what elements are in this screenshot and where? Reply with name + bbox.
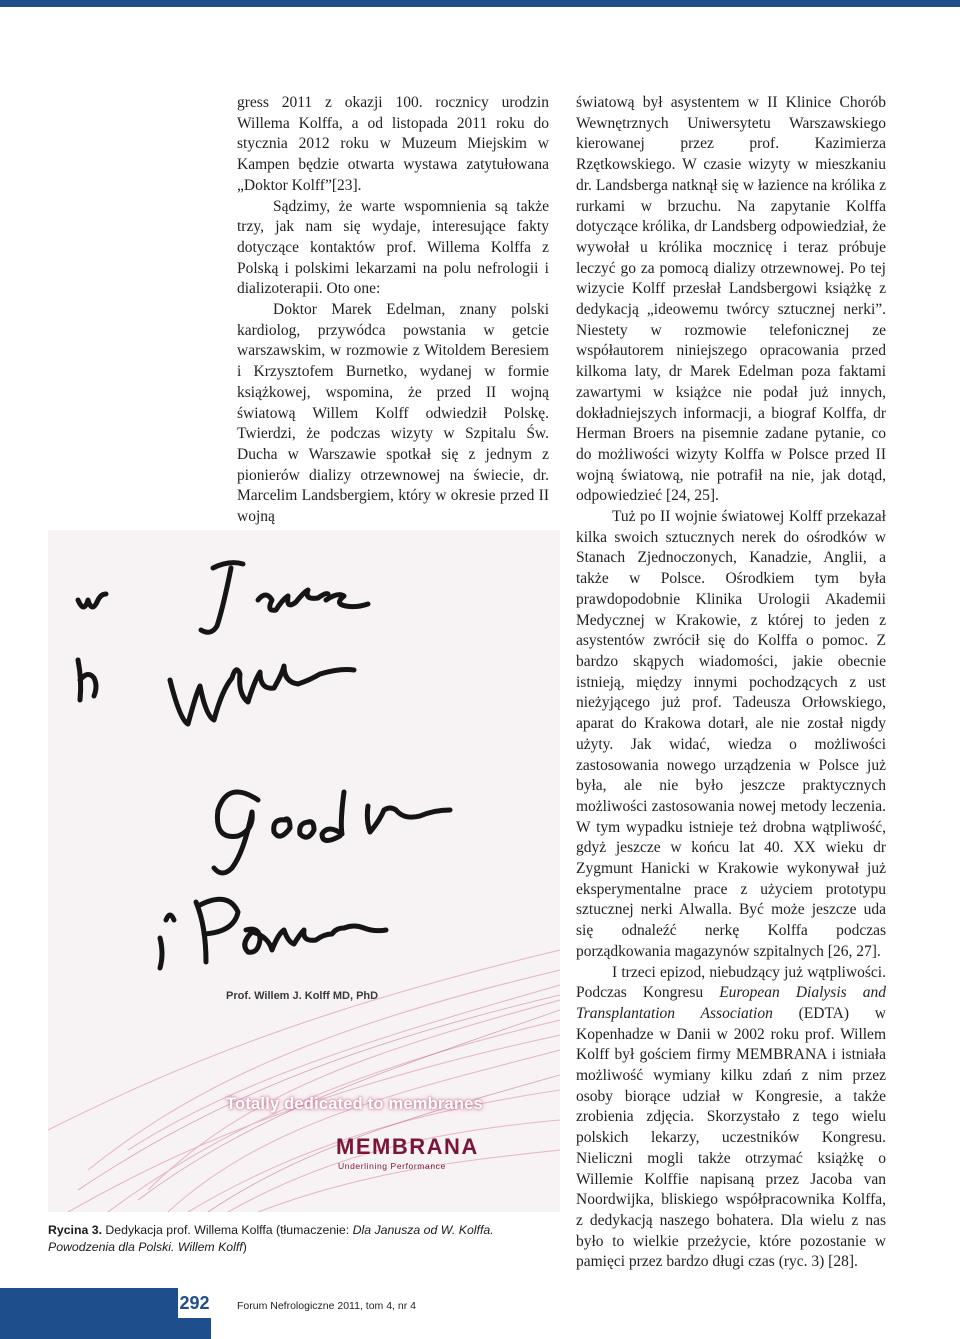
figure-caption [48,1222,560,1256]
caption-translation: Dla Janusza od W. Kolffa. Powodzenia dla Polski. Willem Kolff [48,1223,494,1254]
paragraph-text: I trzeci epizod, niebudzący już wątpliwości. Podczas Kongresu [576,963,886,1002]
membrana-logo: MEMBRANA [336,1134,479,1159]
text-column-right [576,93,886,1273]
paragraph: Sądzimy, że warte wspomnienia są także trzy, jak nam się wydaje, interesujące fakty dotyczące kontaktów prof. Willema Kolffa z Polską i polskimi lekarzami na polu nefrologii i dializoterapii. Oto one: [237,197,549,298]
caption-text: ) [242,1240,247,1254]
journal-citation: Forum Nefrologiczne 2011, tom 4, nr 4 [237,1300,416,1312]
paragraph: Tuż po II wojnie światowej Kolff przekazał kilka swoich sztucznych nerek do ośrodków w Stanach Zjednoczonych, Kanadzie, Anglii, a także w Polsce. Ośrodkiem tym była prawdopodobnie Klinika Urologii Akademii Medycznej w Krakowie, z której to jeden z asystentów zwrócił się do Kolffa o pomoc. Z bardzo skąpych wiadomości, jakie obecnie istnieją, między innymi pochodzących z ust nieżyjącego już prof. Tadeusza Orłowskiego, aparat do Krakowa dotarł, ale nie został nigdy użyty. Jak widać, wiedza o możliwości zastosowania nowego urządzenia w Polsce już była, ale nie było jeszcze praktycznych możliwości zastosowania nowej metody leczenia. W tym wypadku istnieje też drobna wątpliwość, gdyż jeszcze w końcu lat 40. XX wieku dr Zygmunt Hanicki w Krakowie wykonywał już eksperymentalne prace z użyciem prototypu sztucznej nerki Alwalla. Być może jeszcze uda się odnaleźć nerkę Kolffa podczas porządkowania magazynów szpitalnych [26, 27]. [576,508,886,960]
figure-dedication [48,530,560,1212]
caption-text: Dedykacja prof. Willema Kolffa (tłumaczenie: [102,1223,353,1237]
paragraph [576,963,886,1274]
page-number: 292 [178,1288,211,1318]
paragraph: światową był asystentem w II Klinice Chorób Wewnętrznych Uniwersytetu Warszawskiego kierowanej przez prof. Kazimierza Rzętkowskiego. W czasie wizyty w mieszkaniu dr. Landsberga natknął się w łazience na królika z rurkami w brzuchu. Na zapytanie Kolffa dotyczące królika, dr Landsberg odpowiedział, że wywołał u królika mocznicę i teraz próbuje leczyć go za pomocą dializy otrzewnowej. Po tej wizycie Kolff przesłał Landsbergowi książkę z dedykacją „ideowemu twórcy sztucznej nerki”. Niestety w rozmowie telefonicznej ze współautorem niniejszego opracowania przed kilkoma laty, dr Marek Edelman poza faktami zawartymi w książce nie podał już innych, dokładniejszych informacji, a biograf Kolffa, dr Herman Broers na pisemnie zadane pytanie, co do możliwości wizyty Kolffa w Polsce przed II wojną światową, nie potrafił na nie, jak dotąd, odpowiedzieć [24, 25]. [576,94,886,505]
paragraph: gress 2011 z okazji 100. rocznicy urodzin Willema Kolffa, a od listopada 2011 roku do stycznia 2012 roku w Muzeum Miejskim w Kampen będzie otwarta wystawa zatytułowana „Doktor Kolff”[23]. [237,94,549,194]
paragraph-text: (EDTA) w Kopenhadze w Danii w 2002 roku prof. Willem Kolff był gościem firmy MEMBRANA i istniała możliwość wymiany kilku zdań z nim przez osoby biorące udział w Kongresie, a także zrobienia zdjęcia. Skorzystało z tego wielu polskich lekarzy, uczestników Kongresu. Nieliczni mogli także otrzymać książkę o Willemie Kolffie napisaną przez Jacoba van Noordwijka, bliskiego współpracownika Kolffa, z dedykacją naszego bohatera. Dla wielu z nas było to wielkie przeżycie, które pozostanie w pamięci przez bardzo długi czas (ryc. 3) [28]. [576,1004,886,1271]
figure-author-credit: Prof. Willem J. Kolff MD, PhD [226,990,379,1002]
top-accent-bar [0,0,960,7]
handwritten-dedication [78,563,450,968]
text-column-middle [237,93,549,528]
caption-label: Rycina 3. [48,1223,102,1237]
figure-banner-text: Totally dedicated to membranes [226,1095,483,1113]
membrana-tagline: Underlining Performance [338,1161,446,1171]
congress-name: European Dialysis and Transplantation Association [576,984,886,1022]
paragraph: Doktor Marek Edelman, znany polski kardiolog, przywódca powstania w getcie warszawskim, w rozmowie z Witoldem Beresiem i Krzysztofem Burnetko, wydanej w formie książkowej, wspomina, że przed II wojną światową Willem Kolff odwiedził Polskę. Twierdzi, że podczas wizyty w Szpitalu Św. Ducha w Warszawie spotkał się z jednym z pionierów dializy otrzewnowej na świecie, dr. Marcelim Landsbergiem, który w okresie przed II wojną [237,301,549,526]
